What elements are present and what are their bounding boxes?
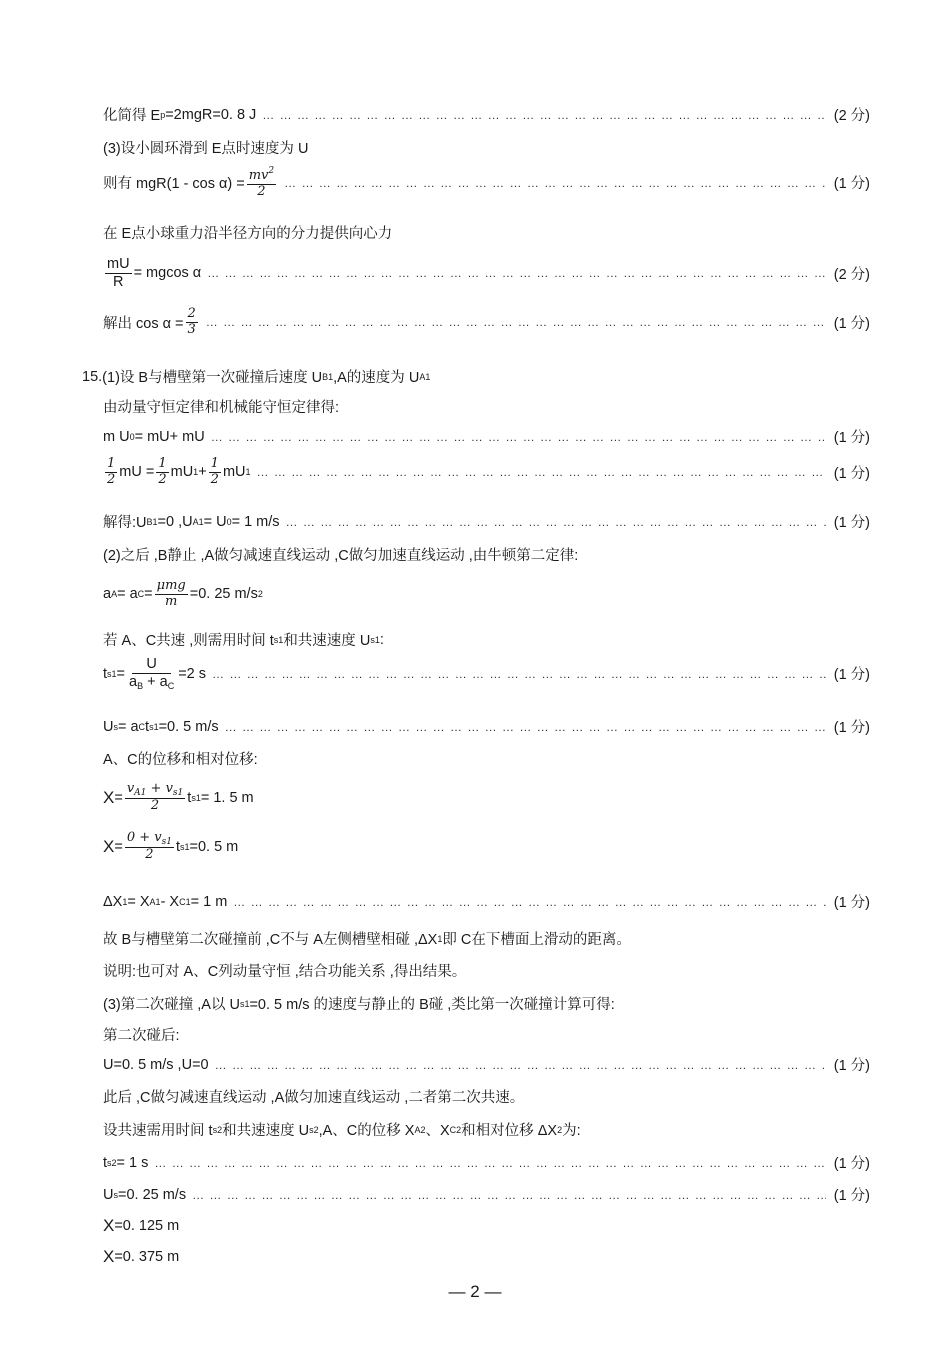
text: mU = — [119, 464, 155, 481]
text: = — [116, 665, 126, 682]
sub: s — [113, 721, 118, 732]
leader-dots — [207, 267, 826, 279]
expr — [103, 894, 227, 910]
text: A、C的位移和相对位移: — [103, 752, 258, 768]
numerator: mU — [107, 256, 130, 272]
fraction — [105, 256, 132, 290]
line-conclusion — [103, 928, 631, 949]
leader-dots — [284, 177, 826, 189]
line-second-common-intro — [103, 1119, 581, 1140]
line-note — [103, 960, 466, 981]
sub: s1 — [239, 998, 250, 1009]
text: mU — [170, 464, 194, 481]
text: 第二次碰后: — [103, 1028, 180, 1044]
line-common-velocity — [103, 716, 870, 737]
fraction — [186, 307, 198, 338]
text: =0. 25 m/s — [117, 1186, 187, 1203]
text: - X — [160, 893, 180, 910]
text: = mU — [134, 428, 170, 445]
text: = a — [117, 718, 139, 735]
line-after-second-collision — [103, 1024, 180, 1045]
text: 为: — [562, 1123, 581, 1139]
text: 和共速速度 U — [283, 633, 371, 649]
sub: 0 — [129, 431, 135, 442]
text: =2mgR=0. 8 J — [165, 106, 257, 123]
line-momentum-equation — [103, 426, 870, 447]
text: (3)设小圆环滑到 E点时速度为 U — [103, 141, 309, 157]
line-part2-intro — [103, 544, 578, 565]
leader-dots — [225, 721, 826, 733]
score: (1 分) — [833, 430, 870, 446]
numerator: 1 — [107, 456, 116, 471]
fraction — [156, 457, 168, 488]
text: 由动量守恒定律和机械能守恒定律得: — [103, 400, 340, 416]
text: = mgcos α — [133, 265, 202, 282]
sub: A1 — [192, 516, 204, 527]
sub: A2 — [414, 1124, 426, 1135]
numerator: μmg — [156, 578, 186, 593]
expr — [103, 307, 200, 338]
numerator: 1 — [210, 456, 219, 471]
sub: p — [160, 109, 166, 120]
line-centripetal-equation — [103, 256, 870, 290]
text: 和相对位移 ΔX — [461, 1123, 558, 1139]
sub: C — [137, 589, 145, 600]
line-part3-second-collision — [103, 993, 615, 1014]
sub: A1 — [134, 788, 147, 798]
score: (1 分) — [833, 1156, 870, 1172]
sub: 2 — [557, 1124, 563, 1135]
line-q15-intro — [82, 366, 430, 387]
sub: s2 — [107, 1157, 117, 1168]
line-relative-displacement — [103, 891, 870, 912]
leader-dots — [233, 896, 825, 908]
sub: A1 — [419, 371, 431, 382]
text: (2)之后 ,B静止 ,A做匀减速直线运动 ,C做匀加速直线运动 ,由牛顿第二定律: — [103, 548, 579, 564]
line-part3-intro — [103, 137, 308, 158]
score: (1 分) — [833, 895, 870, 911]
text: 、X — [425, 1123, 450, 1139]
expr — [103, 656, 206, 692]
denominator: 2 — [107, 471, 116, 487]
sub: s1 — [161, 837, 172, 847]
sub: C1 — [179, 896, 191, 907]
expr — [103, 429, 205, 445]
line-second-motion — [103, 1086, 524, 1107]
text: =0 ,U — [157, 513, 193, 530]
fraction — [127, 656, 176, 692]
text: X — [103, 1247, 115, 1266]
sub: s1 — [191, 793, 201, 804]
sub: s2 — [309, 1124, 319, 1135]
sub: s1 — [172, 788, 184, 798]
text: 化简得 E — [103, 108, 161, 124]
leader-dots — [286, 516, 826, 528]
score: (2 分) — [833, 266, 870, 283]
denominator: 2 — [210, 471, 219, 487]
leader-dots — [212, 668, 826, 680]
text: 说明:也可对 A、C列动量守恒 ,结合功能关系 ,得出结果。 — [103, 964, 467, 980]
line-time-ts1 — [103, 656, 870, 692]
fraction — [125, 782, 185, 814]
text: 设共速需用时间 t — [103, 1123, 213, 1139]
numerator: + v — [146, 781, 173, 796]
text: ,A、C的位移 X — [318, 1123, 415, 1139]
sub: B — [137, 681, 144, 692]
text: : — [379, 631, 384, 648]
leader-dots — [192, 1189, 826, 1201]
denominator: a — [129, 674, 138, 691]
text: t — [145, 718, 150, 735]
text: a — [103, 586, 112, 603]
text: t — [175, 839, 180, 856]
text: ΔX — [103, 893, 123, 910]
sub: 1 — [437, 933, 443, 944]
line-second-collision-velocities — [103, 1054, 870, 1075]
sup: 2 — [268, 166, 275, 176]
text: =0. 25 m/s — [189, 586, 258, 603]
sub: 1 — [193, 467, 199, 478]
denominator: m — [165, 593, 178, 609]
fraction — [125, 831, 174, 863]
text: = 1. 5 m — [200, 790, 254, 807]
sub: A — [111, 589, 118, 600]
sub: s2 — [212, 1124, 223, 1135]
text: =0. 5 m/s 的速度与静止的 B碰 ,类比第一次碰撞计算可得: — [249, 997, 615, 1013]
numerator: 1 — [158, 456, 167, 471]
sub: s1 — [179, 842, 190, 853]
numerator: 2 — [187, 306, 196, 321]
text: U — [103, 1186, 114, 1203]
text: =0. 5 m/s ,U — [113, 1056, 193, 1073]
expr — [103, 1187, 186, 1203]
text: = 1 m — [190, 893, 228, 910]
line-displacement-intro — [103, 748, 258, 769]
line-acceleration — [103, 579, 263, 610]
numerator: mv — [248, 168, 269, 183]
numerator: v — [126, 781, 135, 796]
text: (1)设 B与槽壁第一次碰撞后速度 U — [102, 370, 323, 386]
expr — [103, 166, 278, 200]
fraction — [105, 457, 117, 488]
sub: s1 — [107, 668, 117, 679]
expr — [103, 256, 201, 290]
text: = U — [203, 513, 227, 530]
denominator: R — [113, 273, 124, 290]
text: 此后 ,C做匀减速直线运动 ,A做匀加速直线运动 ,二者第二次共速。 — [103, 1090, 525, 1106]
text: 则有 mgR(1 - cos α) = — [103, 176, 245, 193]
text: X — [103, 788, 115, 808]
denominator: 2 — [257, 183, 266, 199]
text: (3)第二次碰撞 ,A以 U — [103, 997, 240, 1013]
expr — [103, 719, 219, 735]
line-energy-equation — [103, 166, 870, 200]
leader-dots — [206, 316, 826, 328]
sub: C2 — [449, 1124, 462, 1135]
numerator: 0 + v — [126, 830, 162, 845]
line-displacement-xc1 — [103, 831, 238, 863]
score: (1 分) — [833, 315, 870, 332]
text: =0. 375 m — [114, 1249, 180, 1265]
text: mU — [222, 464, 246, 481]
text: = X — [127, 893, 150, 910]
text: 若 A、C共速 ,则需用时间 t — [103, 633, 274, 649]
text: U — [103, 718, 114, 735]
text: t — [103, 665, 108, 682]
page-number: — 2 — — [448, 1282, 502, 1301]
line-elastic-energy — [103, 104, 870, 125]
text: + — [198, 464, 207, 481]
score: (1 分) — [833, 667, 870, 684]
fraction — [247, 166, 276, 200]
denominator: 2 — [158, 471, 167, 487]
text: = a — [117, 586, 138, 603]
numerator: U — [146, 656, 157, 672]
expr — [103, 457, 251, 488]
text: =2 s — [178, 665, 207, 682]
line-cos-result — [103, 307, 870, 338]
sub: 1 — [122, 896, 128, 907]
text: U — [103, 1056, 114, 1073]
leader-dots — [215, 1059, 826, 1071]
text: = 1 m/s — [231, 513, 280, 530]
text: 在 E点小球重力沿半径方向的分力提供向心力 — [103, 226, 393, 242]
sub: C — [138, 721, 146, 732]
denominator: 3 — [187, 321, 196, 337]
text: = — [114, 839, 123, 856]
sub: s1 — [370, 634, 380, 645]
text: = — [114, 790, 123, 807]
text: + mU — [169, 428, 205, 445]
sub: 0 — [226, 516, 232, 527]
sub: s1 — [149, 721, 159, 732]
text: =0. 125 m — [114, 1218, 180, 1234]
text: 和共速速度 U — [222, 1123, 310, 1139]
sub: B1 — [146, 516, 158, 527]
expr — [103, 1155, 148, 1171]
line-displacement-xa1 — [103, 782, 254, 814]
line-displacement-xa2 — [103, 1216, 179, 1236]
denominator: 2 — [145, 847, 154, 863]
line-displacement-xc2 — [103, 1247, 179, 1267]
sub: C — [167, 681, 175, 692]
sub: A1 — [149, 896, 161, 907]
sup: 2 — [257, 589, 263, 600]
text: 解得:U — [103, 515, 147, 531]
sub: 1 — [245, 467, 251, 478]
text: =0 — [192, 1056, 209, 1073]
text: t — [187, 790, 192, 807]
line-solve-velocities — [103, 511, 870, 532]
score: (1 分) — [833, 176, 870, 193]
expr — [103, 1057, 209, 1073]
line-laws — [103, 396, 339, 417]
text: =0. 5 m — [189, 839, 239, 856]
leader-dots — [154, 1157, 825, 1169]
score: (1 分) — [833, 720, 870, 736]
text: ,A的速度为 U — [333, 370, 420, 386]
text: = 1 s — [116, 1154, 149, 1171]
leader-dots — [211, 431, 826, 443]
sub: s — [113, 1189, 118, 1200]
score: (1 分) — [833, 465, 870, 482]
text: m U — [103, 428, 130, 445]
denominator: + a — [143, 674, 168, 691]
line-time-ts2 — [103, 1152, 870, 1173]
text: X — [103, 837, 115, 857]
sub: B1 — [322, 371, 334, 382]
leader-dots — [262, 109, 825, 121]
text: 故 B与槽壁第二次碰撞前 ,C不与 A左侧槽壁相碰 ,ΔX — [103, 932, 438, 948]
text: X — [103, 1216, 115, 1235]
text: 即 C在下槽面上滑动的距离。 — [442, 932, 631, 948]
fraction — [155, 579, 188, 610]
expr — [103, 104, 256, 125]
text: t — [103, 1154, 108, 1171]
line-energy-conservation — [103, 457, 870, 488]
line-common-velocity-intro — [103, 629, 384, 650]
line-centripetal-intro — [103, 222, 392, 243]
fraction — [209, 457, 221, 488]
score: (1 分) — [833, 1188, 870, 1204]
text: 解出 cos α = — [103, 315, 184, 332]
leader-dots — [257, 466, 826, 478]
line-velocity-us2 — [103, 1184, 870, 1205]
denominator: 2 — [150, 798, 160, 814]
text: = — [144, 586, 153, 603]
sub: s1 — [273, 634, 284, 645]
question-number: 15. — [82, 368, 103, 385]
score: (2 分) — [833, 108, 870, 124]
text: =0. 5 m/s — [158, 718, 219, 735]
expr — [103, 511, 280, 532]
score: (1 分) — [833, 515, 870, 531]
score: (1 分) — [833, 1058, 870, 1074]
